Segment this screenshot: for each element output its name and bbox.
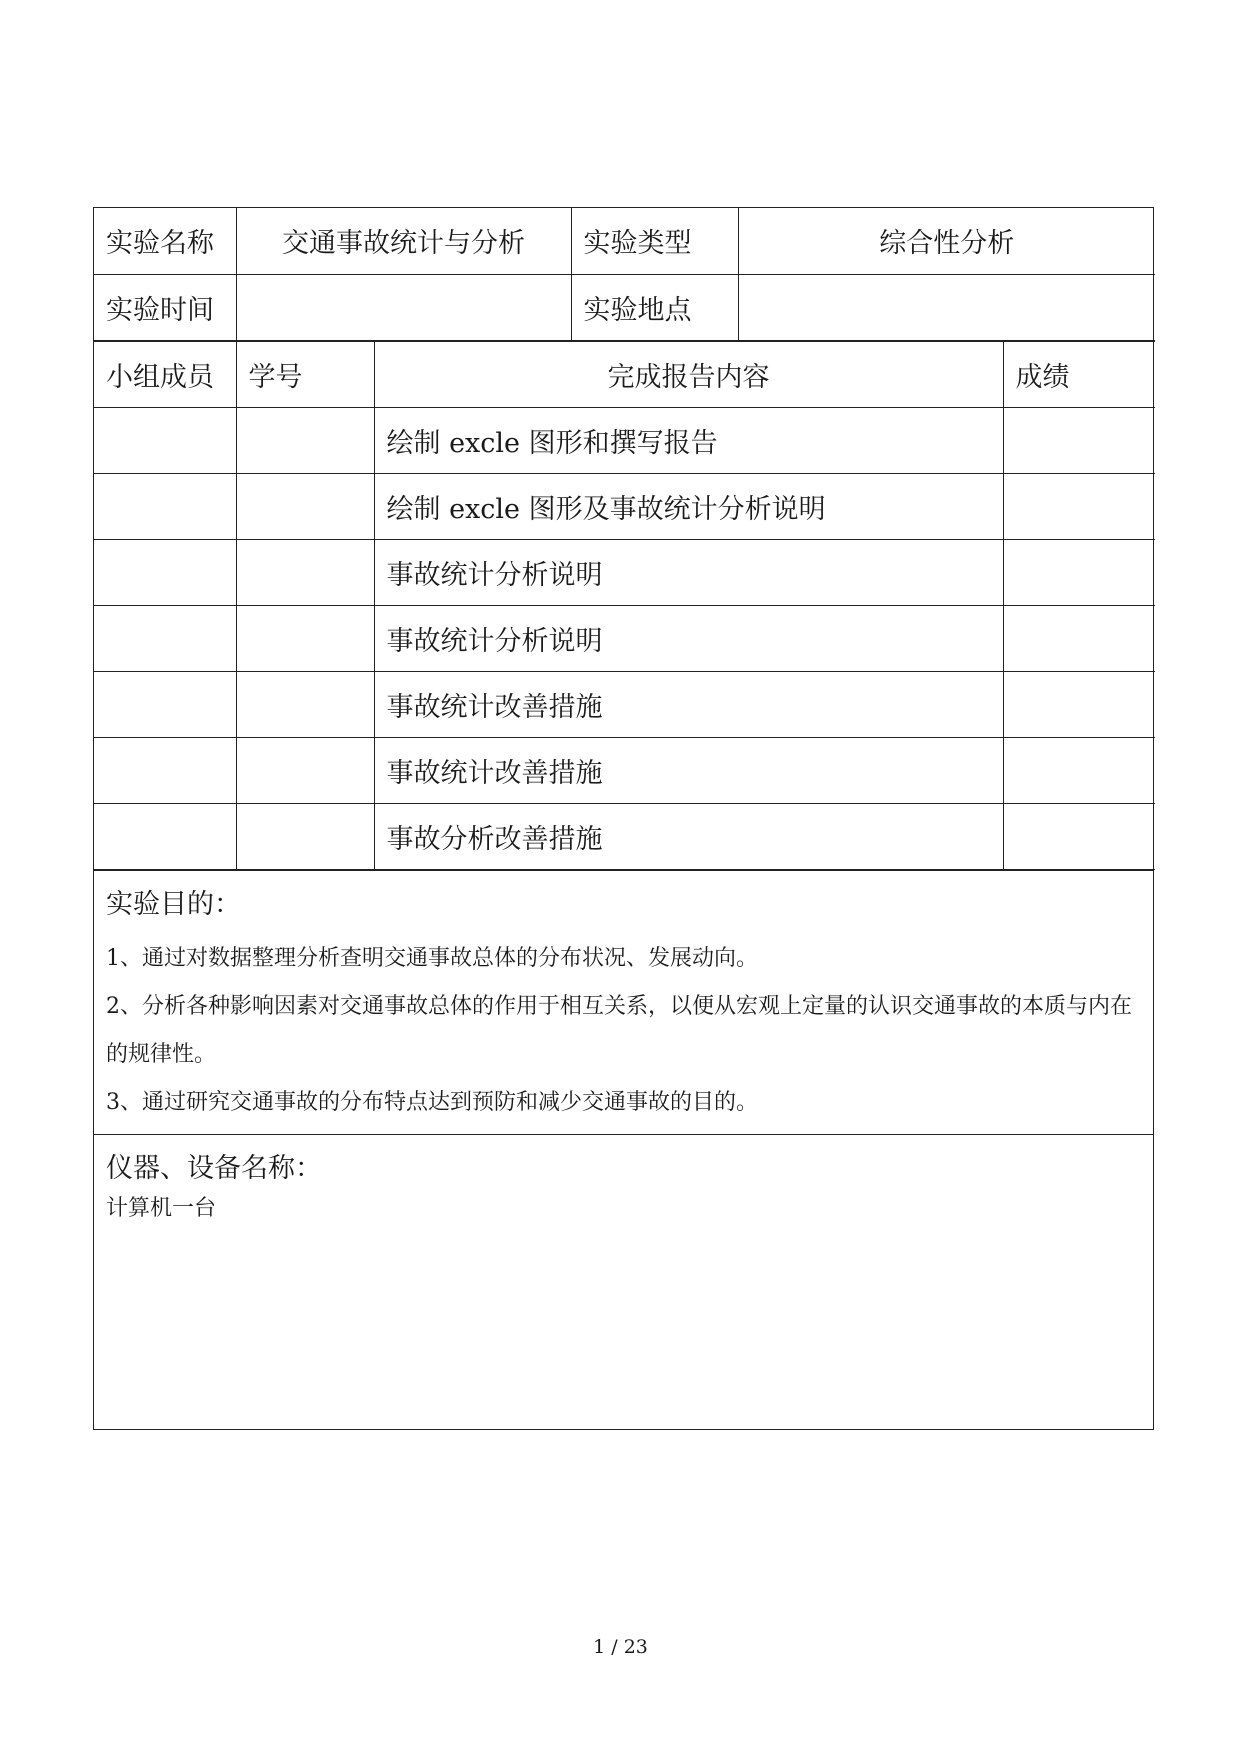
purpose-title: 实验目的：: [106, 888, 241, 920]
purpose-item: 3、通过研究交通事故的分布特点达到预防和减少交通事故的目的。: [106, 1089, 758, 1115]
members-header-row: [94, 341, 1155, 407]
equipment-section: [94, 1134, 1153, 1429]
member-cell: [94, 803, 236, 869]
member-cell: [94, 605, 236, 671]
members-table: [94, 341, 1155, 870]
experiment-type-value: 综合性分析: [738, 208, 1155, 274]
purpose-section: [94, 870, 1153, 1134]
experiment-name-label: 实验名称: [94, 208, 236, 274]
member-cell: [94, 671, 236, 737]
table-row: [94, 539, 1155, 605]
content-cell: 绘制 excle 图形及事故统计分析说明: [374, 473, 1003, 539]
equipment-content: 计算机一台: [106, 1195, 217, 1221]
header-row-2: [94, 274, 1155, 340]
experiment-time-value: [236, 274, 571, 340]
column-header-content: 完成报告内容: [374, 341, 1003, 407]
student-id-cell: [236, 737, 374, 803]
table-row: [94, 473, 1155, 539]
grade-cell: [1003, 737, 1155, 803]
member-cell: [94, 737, 236, 803]
table-row: [94, 737, 1155, 803]
student-id-cell: [236, 539, 374, 605]
purpose-item: 2、分析各种影响因素对交通事故总体的作用于相互关系，以便从宏观上定量的认识交通事故的本质与内在的规律性。: [106, 993, 1133, 1067]
grade-cell: [1003, 671, 1155, 737]
member-cell: [94, 539, 236, 605]
table-row: [94, 407, 1155, 473]
student-id-cell: [236, 803, 374, 869]
experiment-location-label: 实验地点: [571, 274, 738, 340]
student-id-cell: [236, 407, 374, 473]
student-id-cell: [236, 605, 374, 671]
column-header-grade: 成绩: [1003, 341, 1155, 407]
content-cell: 事故统计分析说明: [374, 605, 1003, 671]
grade-cell: [1003, 407, 1155, 473]
content-cell: 绘制 excle 图形和撰写报告: [374, 407, 1003, 473]
purpose-item: 1、通过对数据整理分析查明交通事故总体的分布状况、发展动向。: [106, 945, 758, 971]
member-cell: [94, 407, 236, 473]
grade-cell: [1003, 803, 1155, 869]
content-cell: 事故统计改善措施: [374, 671, 1003, 737]
grade-cell: [1003, 539, 1155, 605]
experiment-location-value: [738, 274, 1155, 340]
student-id-cell: [236, 671, 374, 737]
header-table: [94, 208, 1155, 341]
experiment-report-form: [93, 207, 1154, 1430]
experiment-type-label: 实验类型: [571, 208, 738, 274]
student-id-cell: [236, 473, 374, 539]
content-cell: 事故统计分析说明: [374, 539, 1003, 605]
member-cell: [94, 473, 236, 539]
content-cell: 事故统计改善措施: [374, 737, 1003, 803]
equipment-title: 仪器、设备名称：: [106, 1152, 322, 1184]
table-row: [94, 605, 1155, 671]
content-cell: 事故分析改善措施: [374, 803, 1003, 869]
header-row-1: [94, 208, 1155, 274]
table-row: [94, 671, 1155, 737]
table-row: [94, 803, 1155, 869]
page-number: 1 / 23: [593, 1636, 648, 1658]
column-header-student-id: 学号: [236, 341, 374, 407]
experiment-time-label: 实验时间: [94, 274, 236, 340]
grade-cell: [1003, 473, 1155, 539]
experiment-name-value: 交通事故统计与分析: [236, 208, 571, 274]
grade-cell: [1003, 605, 1155, 671]
column-header-member: 小组成员: [94, 341, 236, 407]
